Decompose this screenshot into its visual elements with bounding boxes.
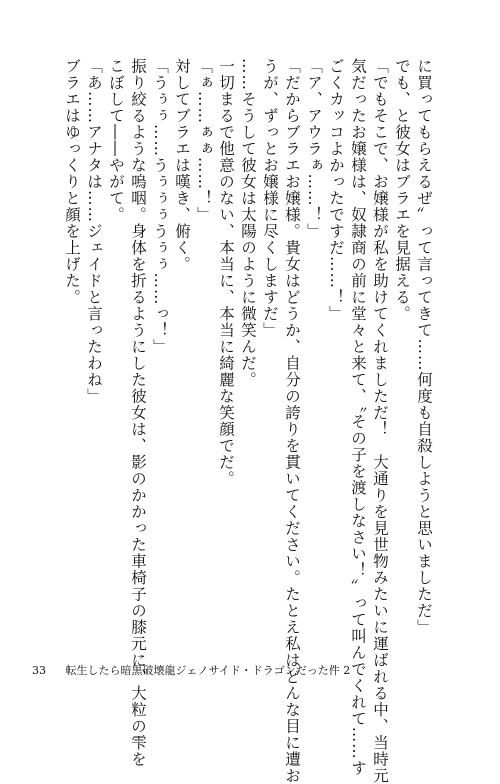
- text-line: 一切まるで他意のない、本当に、本当に綺麗な笑顔でだ。: [217, 58, 235, 487]
- text-line: 「うぅぅ……うぅぅぅうぅぅ……っ！」: [151, 58, 169, 355]
- text-line: に買ってもらえるぜ〟って言ってきて……何度も自殺しようと思いましただ」: [415, 58, 433, 636]
- text-line: 「ぁ……ぁぁ……！」: [195, 58, 213, 223]
- page-footer: [32, 662, 350, 678]
- text-line: ……そうして彼女は太陽のように微笑んだ。: [239, 58, 257, 388]
- page-number: 33: [32, 664, 46, 677]
- text-line: 「あ……アナタは……ジェイドと言ったわね」: [85, 58, 103, 405]
- book-title: 転生したら暗黒破壊龍ジェノサイド・ドラゴンだった件 2: [65, 664, 351, 677]
- text-line: 対してブラエは嘆き、俯く。: [173, 58, 191, 273]
- text-line: こぼして――やがて。: [107, 58, 125, 223]
- text-line: 「でもそこで、お嬢様が私を助けてくれましただ！ 大通りを見世物みたいに運ばれる中、当時元: [371, 58, 389, 784]
- text-line: 振り絞るような嗚咽。身体を折るようにした彼女は、影のかかった車椅子の膝元に、大粒の雫を: [129, 58, 147, 768]
- text-line: 「ア、アウラぁ……！」: [305, 58, 323, 240]
- text-line: 気だったお嬢様は、奴隷商の前に堂々と来て、〝その子を渡しなさい！〟って叫んでくれて……す: [349, 58, 367, 777]
- text-line: うが、ずっとお嬢様に尽くしますだ」: [261, 58, 279, 339]
- text-line: 「だからブラエお嬢様。貴女はどうか、自分の誇りを貫いてください。たとえ私はどんな目に遭お: [283, 58, 301, 784]
- text-line: ブラエはゆっくりと顔を上げた。: [63, 58, 81, 306]
- text-line: ごくカッコよかったですだ……！」: [327, 58, 345, 322]
- text-line: でも、と彼女はブラエを見据える。: [393, 58, 411, 322]
